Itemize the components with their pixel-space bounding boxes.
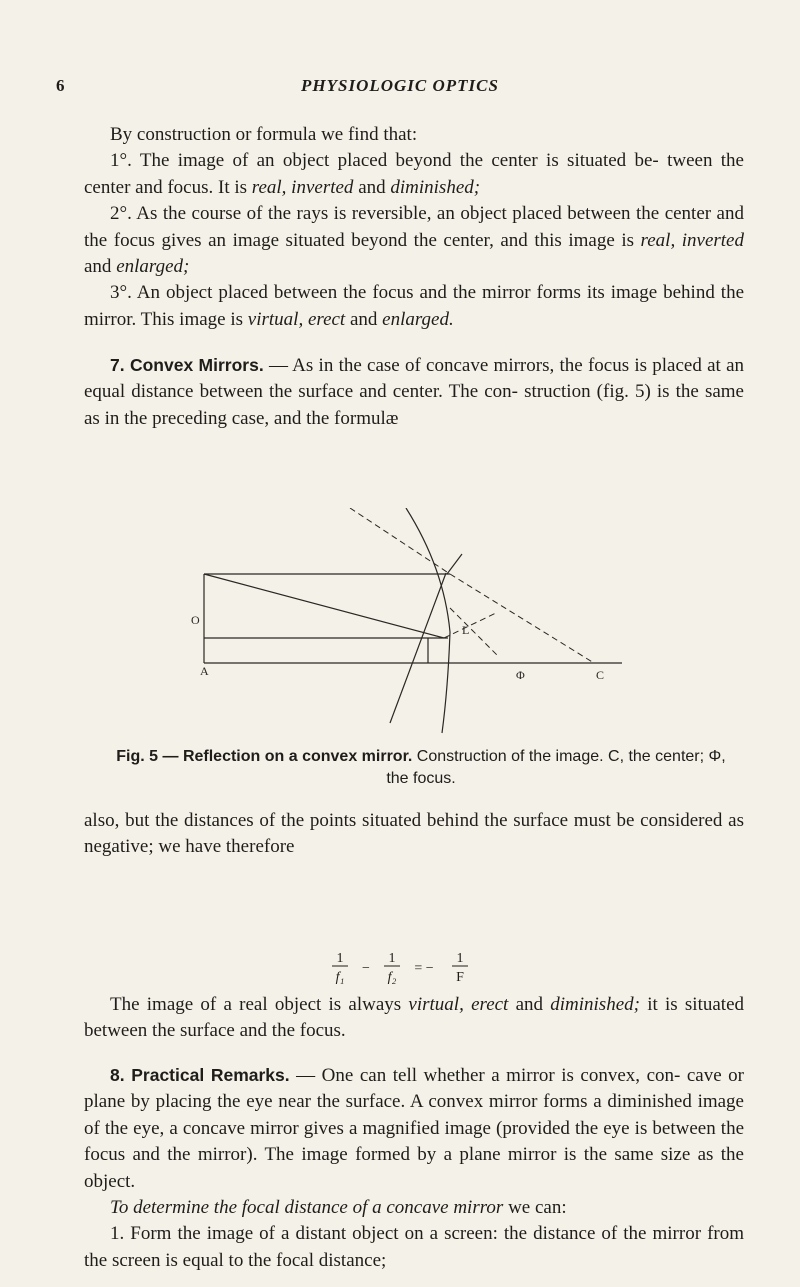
figure-5-diagram	[180, 508, 640, 744]
list-item-2: 2°. As the course of the rays is reversible, an object placed between the center and the focus gives an image situated beyond the center, and this image is real, inverted and enlarged;	[84, 203, 744, 278]
caption-lead: Fig. 5 — Reflection on a convex mirror.	[116, 748, 413, 765]
section-7	[84, 352, 744, 432]
list-item-1: 1°. The image of an object placed beyond the center is situated be- tween the center and focus. It is real, inverted and diminished;	[84, 150, 744, 198]
intro-block	[84, 122, 744, 333]
label-phi: Φ	[516, 668, 525, 682]
intro-paragraph: By construction or formula we find that:	[110, 124, 418, 145]
running-title: PHYSIOLOGIC OPTICS	[301, 76, 499, 95]
para-also: also, but the distances of the points situated behind the surface must be considered as negative; we have therefore	[84, 810, 744, 858]
label-o: O	[191, 613, 200, 627]
section-7-heading: 7. Convex Mirrors.	[110, 355, 264, 375]
section-7-paragraph: 7. Convex Mirrors. — As in the case of concave mirrors, the focus is placed at an equal distance between the surface and center. The con- struction (fig. 5) is the same as in the preceding case, and the formulæ	[84, 355, 744, 429]
list-item-3: 3°. An object placed between the focus and the mirror forms its image behind the mirror. This image is virtual, erect and enlarged.	[84, 282, 745, 330]
formula-d1: f₁	[335, 970, 345, 985]
page-number: 6	[56, 76, 65, 95]
formula-n3: 1	[456, 951, 464, 966]
caption-rest: Construction of the image. C, the center; Φ, the focus.	[386, 748, 726, 787]
label-l: L	[462, 623, 470, 637]
formula-n2: 1	[388, 951, 396, 966]
para-also-block	[84, 808, 744, 861]
section-8	[84, 1062, 744, 1274]
page-header	[0, 76, 800, 100]
focal-paragraph: To determine the focal distance of a concave mirror we can:	[110, 1197, 567, 1219]
label-a: A	[200, 664, 209, 678]
formula-op1: −	[362, 961, 370, 976]
numbered-item-1: 1. Form the image of a distant object on a screen: the distance of the mirror from the screen is equal to the focal distance;	[84, 1223, 744, 1271]
figure-caption	[116, 746, 726, 790]
section-8-heading: 8. Practical Remarks.	[110, 1065, 290, 1085]
formula-eq: = −	[414, 961, 434, 976]
para-image: The image of a real object is always virtual, erect and diminished; it is situated between the surface and the focus.	[84, 994, 744, 1042]
formula-d2: f₂	[387, 970, 397, 985]
mirror-formula	[320, 948, 540, 988]
dashed-ray-3	[444, 612, 498, 638]
reflected-ray	[390, 573, 446, 723]
label-c: C	[596, 668, 605, 682]
section-8-paragraph: 8. Practical Remarks. — One can tell whether a mirror is convex, con- cave or plane by placing the eye near the surface. A convex mirror forms a diminished image of the eye, a concave mirror gives a magnified image (provided the eye is between the focus and the mirror). The image formed by a plane mirror is the same size as the object.	[84, 1065, 744, 1192]
formula-d3: F	[456, 970, 464, 985]
dashed-ray-2	[450, 574, 594, 663]
ray-object-mirror	[204, 574, 444, 638]
formula-n1: 1	[336, 951, 344, 966]
ray-upper	[447, 554, 462, 574]
dashed-ray-1	[350, 508, 450, 574]
para-image-block	[84, 992, 744, 1045]
